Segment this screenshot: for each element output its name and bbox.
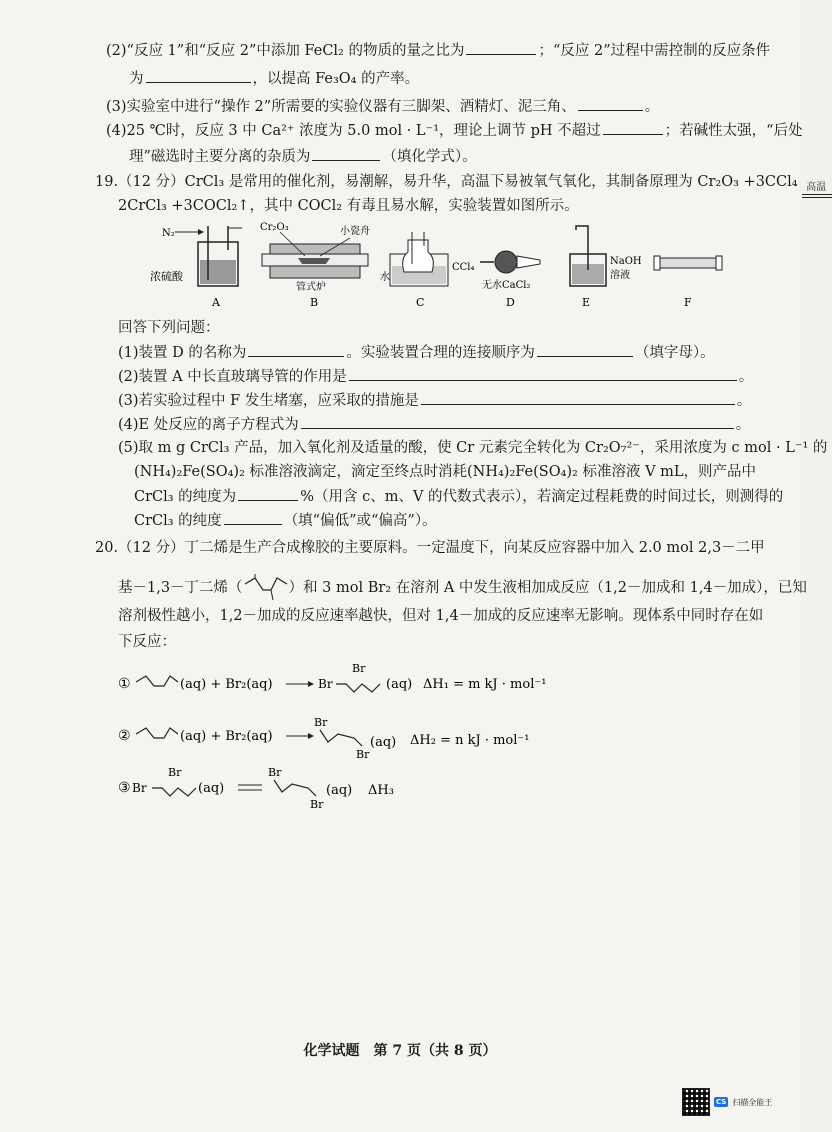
q19-5-text-a: (5)取 m g CrCl₃ 产品，加入氧化剂及适量的酸，使 Cr 元素完全转化为 Cr₂O₇²⁻，采用浓度为 c mol · L⁻¹ 的 <box>118 440 828 456</box>
q20-stem-2a: 基－1,3－丁二烯（ <box>118 580 243 596</box>
label-e: E <box>582 296 591 309</box>
label-f: F <box>684 296 692 309</box>
label-cr2o3: Cr₂O₃ <box>260 222 289 233</box>
cs-logo-icon: CS <box>716 1098 727 1106</box>
q20-stem-3: 溶剂极性越小，1,2－加成的反应速率越快，但对 1,4－加成的反应速率无影响。现体系中同时存在如 <box>118 608 764 624</box>
answer-blank[interactable] <box>146 68 251 83</box>
q19-sub-2 <box>118 366 753 387</box>
answer-blank[interactable] <box>421 390 735 405</box>
q18-4-text-d: （填化学式）。 <box>382 149 477 165</box>
q19-5-text-d: %（用含 c、m、V 的代数式表示），若滴定过程耗费的时间过长，则测得的 <box>300 489 784 505</box>
apparatus-f <box>654 256 722 309</box>
label-a: A <box>212 296 220 309</box>
q19-ask <box>118 318 220 338</box>
q18-2-text-c: 为 <box>129 71 144 87</box>
q20-line-2 <box>118 574 807 602</box>
label-b: B <box>310 296 319 309</box>
q20-line-3 <box>118 606 763 626</box>
br-label: Br <box>356 748 370 761</box>
q19-sub-5e <box>134 510 437 531</box>
label-water: 水 <box>380 272 390 283</box>
answer-blank[interactable] <box>301 414 734 429</box>
ask-text: 回答下列问题： <box>118 320 220 336</box>
q19-3-text: (3)若实验过程中 F 发生堵塞，应采取的措施是 <box>118 393 419 409</box>
q18-2-text-b: ；“反应 2”过程中需控制的反应条件 <box>538 43 771 59</box>
q18-line-4b <box>129 146 477 167</box>
q19-1-text-c: （填字母）。 <box>634 345 715 361</box>
q20-line-4 <box>118 632 176 652</box>
q20-stem-2b: ）和 3 mol Br₂ 在溶剂 A 中发生液相加成反应（1,2－加成和 1,4－加成），已知 <box>288 580 807 596</box>
label-ccl4: CCl₄ <box>452 262 475 273</box>
q20-line-1 <box>95 538 765 558</box>
condition-high-temp: 高温 <box>806 182 827 193</box>
q20-stem-4: 下反应： <box>118 634 176 650</box>
q19-1-text-a: (1)装置 D 的名称为 <box>118 345 247 361</box>
label-h2so4: 浓硫酸 <box>150 270 183 283</box>
q18-line-2b <box>129 68 419 89</box>
reaction-2-reactants: (aq) + Br₂(aq) <box>180 729 273 744</box>
q19-sub-5c <box>134 486 783 507</box>
apparatus-b <box>260 222 370 309</box>
reaction-3-enthalpy: ΔH₃ <box>368 783 394 798</box>
reaction-1 <box>118 660 718 706</box>
label-cacl2: 无水CaCl₂ <box>482 280 531 291</box>
q19-sub-3 <box>118 390 751 411</box>
apparatus-c <box>380 232 475 309</box>
br-label: Br <box>318 677 333 691</box>
label-solution: 溶液 <box>610 270 630 281</box>
q18-4-text-c: 理”磁选时主要分离的杂质为 <box>129 149 311 165</box>
scanner-watermark <box>682 1086 782 1118</box>
q19-sub-4 <box>118 414 750 435</box>
reaction-2-enthalpy: ΔH₂ = n kJ · mol⁻¹ <box>410 733 530 748</box>
reaction-3-product-state: (aq) <box>326 783 353 798</box>
q19-stem-b: 2CrCl₃ +3COCl₂↑，其中 COCl₂ 有毒且易水解，实验装置如图所示。 <box>118 198 579 214</box>
label-boat: 小瓷舟 <box>340 226 370 237</box>
q18-line-2 <box>106 40 770 61</box>
period: 。 <box>735 417 751 433</box>
q19-5-text-f: （填“偏低”或“偏高”）。 <box>283 513 437 529</box>
br-label: Br <box>314 716 328 729</box>
q18-2-text-d: ，以提高 Fe₃O₄ 的产率。 <box>252 71 420 87</box>
q19-5-text-b: (NH₄)₂Fe(SO₄)₂ 标准溶液滴定，滴定至终点时消耗(NH₄)₂Fe(SO₄)₂ 标准溶液 V mL，则产品中 <box>134 464 757 480</box>
qr-code-icon <box>682 1088 710 1116</box>
page-footer: 化学试题 第 7 页（共 8 页） <box>303 1043 497 1059</box>
period: 。 <box>738 369 754 385</box>
reaction-2-product-state: (aq) <box>370 735 397 750</box>
q19-sub-1 <box>118 342 715 363</box>
answer-blank[interactable] <box>224 510 282 525</box>
period: 。 <box>736 393 752 409</box>
q19-header-line2 <box>118 196 579 216</box>
q19-2-text: (2)装置 A 中长直玻璃导管的作用是 <box>118 369 347 385</box>
reaction-2-number: ② <box>118 728 131 744</box>
answer-blank[interactable] <box>466 40 536 55</box>
reaction-1-enthalpy: ΔH₁ = m kJ · mol⁻¹ <box>423 677 547 692</box>
apparatus-e <box>570 226 642 309</box>
q18-line-4 <box>106 120 803 141</box>
answer-blank[interactable] <box>238 486 298 501</box>
q18-2-text-a: (2)“反应 1”和“反应 2”中添加 FeCl₂ 的物质的量之比为 <box>106 43 465 59</box>
reaction-3-number: ③ <box>118 780 131 796</box>
answer-blank[interactable] <box>578 96 643 111</box>
reaction-3-reactant-state: (aq) <box>198 781 225 796</box>
label-naoh: NaOH <box>610 256 642 267</box>
br-label: Br <box>168 766 182 779</box>
reaction-1-reactants: (aq) + Br₂(aq) <box>180 677 273 692</box>
reaction-3 <box>118 766 718 812</box>
q18-4-text-a: (4)25 ℃时，反应 3 中 Ca²⁺ 浓度为 5.0 mol · L⁻¹，理论上调节 pH 不超过 <box>106 123 601 139</box>
q19-5-text-c: CrCl₃ 的纯度为 <box>134 489 237 505</box>
answer-blank[interactable] <box>537 342 633 357</box>
answer-blank[interactable] <box>349 366 737 381</box>
answer-blank[interactable] <box>312 146 380 161</box>
dimethylbutadiene-structure <box>243 574 289 602</box>
reaction-1-number: ① <box>118 676 131 692</box>
q19-sub-5b <box>134 462 756 482</box>
q19-header-line1 <box>95 172 832 192</box>
apparatus-d <box>480 251 540 309</box>
apparatus-a <box>150 226 242 309</box>
q19-sub-5a <box>118 438 827 458</box>
answer-blank[interactable] <box>248 342 344 357</box>
br-label: Br <box>352 662 366 675</box>
q20-stem-1: 20.（12 分）丁二烯是生产合成橡胶的主要原料。一定温度下，向某反应容器中加入 2.0 mol 2,3－二甲 <box>95 540 765 556</box>
br-label: Br <box>310 798 324 811</box>
answer-blank[interactable] <box>603 120 663 135</box>
label-c: C <box>416 296 425 309</box>
q18-line-3 <box>106 96 659 117</box>
br-label: Br <box>132 781 147 795</box>
br-label: Br <box>268 766 282 779</box>
period: 。 <box>644 99 660 115</box>
label-d: D <box>506 296 515 309</box>
label-n2: N₂ <box>162 228 175 239</box>
scanner-brand: 扫描全能王 <box>732 1097 773 1107</box>
reaction-2 <box>118 716 718 762</box>
label-furnace: 管式炉 <box>296 282 326 293</box>
q18-3-text: (3)实验室中进行“操作 2”所需要的实验仪器有三脚架、酒精灯、泥三角、 <box>106 99 576 115</box>
reaction-1-product-state: (aq) <box>386 677 413 692</box>
q19-1-text-b: 。实验装置合理的连接顺序为 <box>346 345 535 361</box>
q19-4-text: (4)E 处反应的离子方程式为 <box>118 417 299 433</box>
q19-5-text-e: CrCl₃ 的纯度 <box>134 513 222 529</box>
apparatus-diagram <box>150 220 740 310</box>
q19-stem-a: 19.（12 分）CrCl₃ 是常用的催化剂，易潮解，易升华，高温下易被氧气氧化，其制备原理为 Cr₂O₃ +3CCl₄ <box>95 174 798 190</box>
q18-4-text-b: ；若碱性太强，“后处 <box>664 123 803 139</box>
